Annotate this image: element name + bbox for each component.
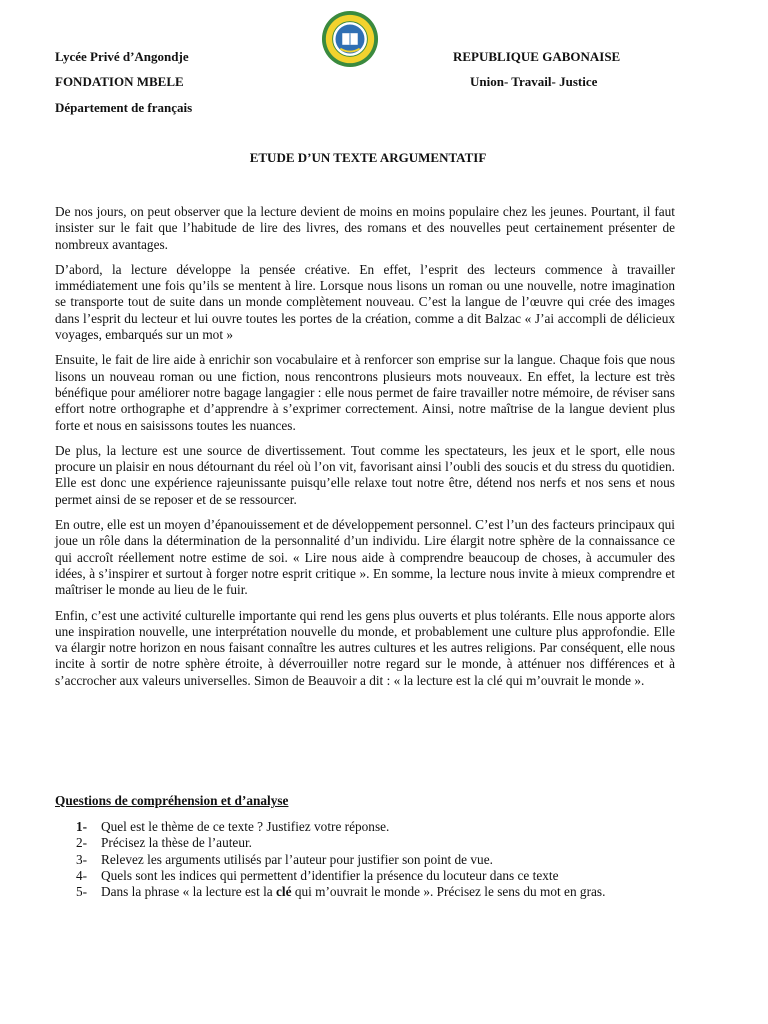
question-text-after: qui m’ouvrait le monde ». Précisez le sens du mot en gras.	[291, 884, 606, 900]
question-text	[101, 884, 676, 900]
question-number: 3-	[76, 851, 88, 867]
question-item	[76, 835, 676, 851]
text-body	[55, 204, 675, 698]
question-number: 5-	[76, 884, 88, 900]
paragraph-argument-1: D’abord, la lecture développe la pensée créative. En effet, l’esprit des lecteurs commence à travailler immédiatement une fois qu’ils se mentent à lire. Lorsque nous lisons un roman ou une nouvelle, notre imagination se transporte tout de suite dans un monde complètement nouveau. C’est la langue de l’œuvre qui crée des images dans l’esprit du lecteur et lui ouvre toutes les portes de la création, comme a dit Balzac « J’ai accompli de délicieux voyages, embarqués sur un mot »	[55, 261, 675, 343]
country-motto: Union- Travail- Justice	[470, 74, 598, 89]
question-item	[76, 852, 676, 868]
question-text-before: Dans la phrase « la lecture est la	[101, 884, 277, 900]
questions-heading: Questions de compréhension et d’analyse	[55, 793, 289, 808]
document-title: ETUDE D’UN TEXTE ARGUMENTATIF	[249, 150, 487, 165]
question-item	[76, 884, 676, 900]
question-text: Relevez les arguments utilisés par l’auteur pour justifier son point de vue.	[101, 851, 493, 867]
question-text: Quels sont les indices qui permettent d’identifier la présence du locuteur dans ce texte	[101, 867, 559, 883]
question-number: 4-	[76, 867, 88, 883]
bold-word: clé	[276, 884, 292, 900]
question-item	[76, 868, 676, 884]
question-number: 1-	[76, 819, 88, 834]
paragraph-argument-3: De plus, la lecture est une source de divertissement. Tout comme les spectateurs, les jeux et le sport, elle nous procure un plaisir en nous détournant du réel où l’on vit, favorisant ainsi l’oubli des soucis et du stress du quotidien. Elle est donc une expérience rajeunissante puisqu’elle relaxe tout notre être, détend nos nerfs et nos sens et nous permet ainsi de se reposer et de se ressourcer.	[55, 442, 675, 507]
country-name: REPUBLIQUE GABONAISE	[453, 49, 621, 64]
question-text: Quel est le thème de ce texte ? Justifiez votre réponse.	[101, 819, 390, 834]
paragraph-argument-4: En outre, elle est un moyen d’épanouissement et de développement personnel. C’est l’un des facteurs principaux qui joue un rôle dans la détermination de la personnalité d’un individu. Lire élargit notre sphère de la connaissance ce qui accroît réellement notre estime de soi. « Lire nous aide à comprendre beaucoup de choses, à accumuler des idées, à s’inspirer et surtout à forger notre esprit critique ». En somme, la lecture nous invite à mieux comprendre et maîtriser le monde au lieu de le fuir.	[55, 517, 675, 598]
questions-list	[76, 819, 676, 900]
question-text: Précisez la thèse de l’auteur.	[101, 835, 252, 851]
question-item	[76, 819, 676, 835]
school-name: Lycée Privé d’Angondje	[55, 49, 189, 64]
paragraph-intro: De nos jours, on peut observer que la lecture devient de moins en moins populaire chez les jeunes. Pourtant, il faut insister sur le fait que l’habitude de lire des livres, des romans et des nouvelles peut certainement présenter de nombreux avantages.	[55, 204, 675, 252]
department-name: Département de français	[55, 100, 193, 115]
paragraph-argument-2: Ensuite, le fait de lire aide à enrichir son vocabulaire et à renforcer son emprise sur la langue. Chaque fois que nous lisons un nouveau roman ou une fiction, nous rencontrons plusieurs mots nouveaux. En effet, la lecture est très bénéfique pour améliorer notre bagage langagier : elle nous permet de faire travailler notre mémoire, de réviser sans effort notre orthographe et d’apprendre à s’exprimer correctement. Ainsi, notre maîtrise de la langue devient plus forte et nous en saisissons toutes les nuances.	[55, 352, 675, 433]
foundation-name: FONDATION MBELE	[55, 74, 184, 89]
school-logo-icon	[321, 10, 379, 68]
question-number: 2-	[76, 835, 88, 851]
paragraph-argument-5: Enfin, c’est une activité culturelle importante qui rend les gens plus ouverts et plus tolérants. Elle nous apporte alors une inspiration nouvelle, une interprétation nouvelle du monde, et probablement une culture plus approfondie. Elle va élargir notre horizon en nous faisant connaître les autres cultures et les autres religions. Par conséquent, elle nous incite à sortir de notre sphère étroite, à déverrouiller notre regard sur le monde, à atténuer nos différences et à s’accrocher aux valeurs universelles. Simon de Beauvoir a dit : « la lecture est la clé qui m’ouvrait le monde ».	[55, 607, 675, 688]
